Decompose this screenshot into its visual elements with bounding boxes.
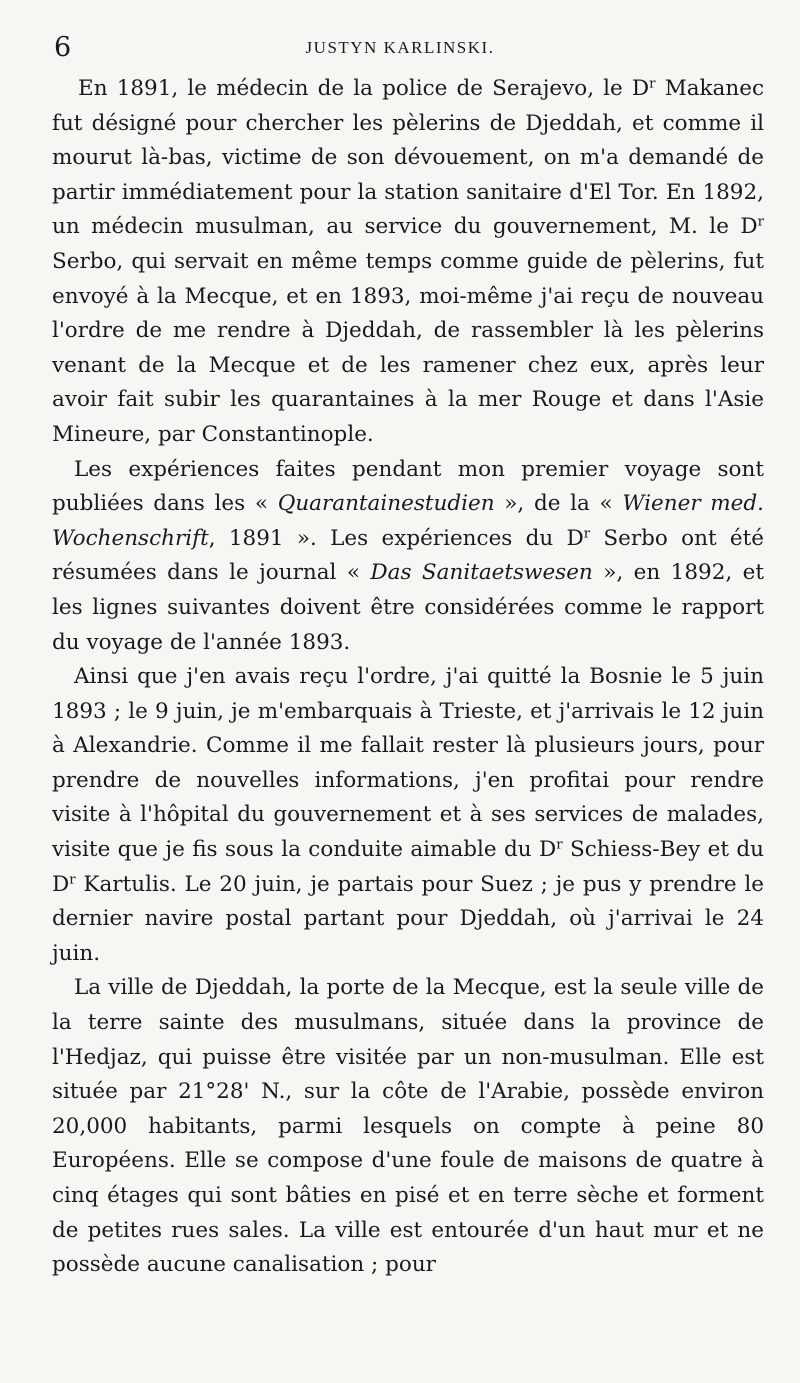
- text-run: Makanec fut désigné pour chercher les pèlerins de Djeddah, et comme il mourut là-bas, victime de son dévouement, on m'a demandé de partir immédiatement pour la station sanitaire d'El Tor. En 1892, un médecin musulman, au service du gouvernement, M. le D: [52, 76, 764, 240]
- superscript: r: [757, 215, 764, 231]
- text-run: Serbo ont été résumées dans le journal «: [52, 525, 764, 586]
- paragraph-4: [52, 971, 764, 1282]
- italic-title: Quarantainestudien: [277, 491, 495, 517]
- superscript: r: [69, 872, 76, 888]
- paragraph-3: [52, 660, 764, 971]
- text-run: Schiess-Bey et du D: [52, 837, 764, 897]
- text-run: », en 1892, et les lignes suivantes doivent être considérées comme le rapport du voyage de l'année 1893.: [52, 560, 764, 655]
- paragraph-2: [52, 453, 764, 661]
- text-run: , 1891 ». Les expériences du D: [208, 525, 584, 551]
- page-header: [0, 30, 800, 66]
- text-run: Kartulis. Le 20 juin, je partais pour Suez ; je pus y prendre le dernier navire postal partant pour Djeddah, où j'arrivai le 24 juin.: [52, 871, 764, 966]
- running-head: JUSTYN KARLINSKI.: [305, 38, 495, 57]
- text-run: », de la «: [494, 491, 623, 517]
- superscript: r: [649, 76, 656, 92]
- superscript: r: [556, 837, 563, 853]
- text-run: Les expériences faites pendant mon premier voyage sont publiées dans les «: [52, 456, 764, 517]
- italic-title: Wiener med. Wochenschrift: [52, 491, 765, 551]
- text-run: Serbo, qui servait en même temps comme guide de pèlerins, fut envoyé à la Mecque, et en 1893, moi-même j'ai reçu de nouveau l'ordre de me rendre à Djeddah, de rassembler là les pèlerins venant de la Mecque et de les ramener chez eux, après leur avoir fait subir les quarantaines à la mer Rouge et dans l'Asie Mineure, par Constantinople.: [52, 248, 764, 447]
- superscript: r: [583, 526, 591, 542]
- paragraph-1: [52, 72, 764, 453]
- text-run: En 1891, le médecin de la police de Serajevo, le D: [78, 76, 650, 101]
- body-text: [52, 72, 764, 1283]
- text-run: Ainsi que j'en avais reçu l'ordre, j'ai quitté la Bosnie le 5 juin 1893 ; le 9 juin, je m'embarquais à Trieste, et j'arrivais le 12 juin à Alexandrie. Comme il me fallait rester là plusieurs jours, pour prendre de nouvelles informations, j'en profitai pour rendre visite à l'hôpital du gouvernement et à ses services de malades, visite que je fis sous la conduite aimable du D: [52, 664, 764, 863]
- italic-title: Das Sanitaetswesen: [370, 560, 593, 586]
- text-run: La ville de Djeddah, la porte de la Mecque, est la seule ville de la terre sainte des musulmans, située dans la province de l'Hedjaz, qui puisse être visitée par un non-musulman. Elle est située par 21°28' N., sur la côte de l'Arabie, possède environ 20,000 habitants, parmi lesquels on compte à peine 80 Européens. Elle se compose d'une foule de maisons de quatre à cinq étages qui sont bâties en pisé et en terre sèche et forment de petites rues sales. La ville est entourée d'un haut mur et ne possède aucune canalisation ; pour: [52, 975, 764, 1278]
- page-number: 6: [54, 32, 72, 63]
